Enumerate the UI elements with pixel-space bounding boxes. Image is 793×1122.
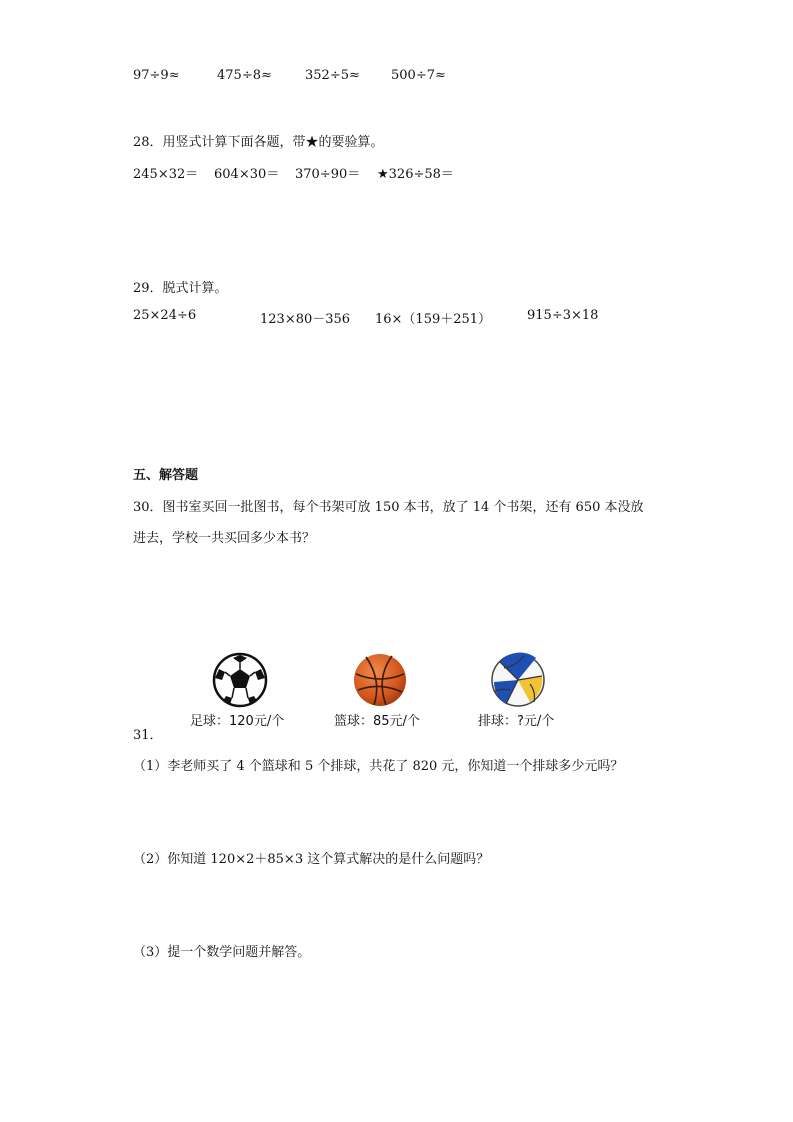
estimate-problem: 97÷9≈ — [133, 68, 180, 83]
stepwise-calc-problem: 16×（159＋251） — [375, 312, 492, 327]
vertical-calc-problem: 370÷90＝ — [295, 167, 361, 182]
question-31-number: 31． — [133, 728, 163, 743]
stepwise-calc-problem: 25×24÷6 — [133, 308, 197, 323]
estimate-problem: 352÷5≈ — [305, 68, 360, 83]
stepwise-calc-problem: 915÷3×18 — [527, 308, 599, 323]
question-29-title: 29．脱式计算。 — [133, 281, 228, 296]
question-28-title: 28．用竖式计算下面各题，带★的要验算。 — [133, 135, 384, 150]
vertical-calc-problem: ★326÷58＝ — [377, 167, 454, 182]
estimate-problem: 475÷8≈ — [217, 68, 272, 83]
volleyball-price: 排球：?元/个 — [478, 714, 555, 729]
section-heading: 五、解答题 — [133, 468, 199, 483]
soccer-ball-price: 足球：120元/个 — [190, 714, 285, 729]
vertical-calc-problem: 604×30＝ — [214, 167, 280, 182]
estimate-problem: 500÷7≈ — [391, 68, 446, 83]
volleyball-icon — [490, 652, 546, 708]
question-31-sub2: （2）你知道 120×2＋85×3 这个算式解决的是什么问题吗？ — [133, 852, 490, 867]
soccer-ball-icon — [212, 652, 268, 708]
question-30-line1: 30．图书室买回一批图书，每个书架可放 150 本书，放了 14 个书架，还有 650 本没放 — [133, 500, 644, 515]
question-31-sub3: （3）提一个数学问题并解答。 — [133, 945, 311, 960]
basketball-price: 篮球：85元/个 — [334, 714, 420, 729]
vertical-calc-problem: 245×32＝ — [133, 167, 199, 182]
basketball-icon — [352, 652, 408, 708]
stepwise-calc-problem: 123×80－356 — [260, 312, 351, 327]
question-30-line2: 进去，学校一共买回多少本书？ — [133, 531, 316, 546]
question-31-sub1: （1）李老师买了 4 个篮球和 5 个排球，共花了 820 元，你知道一个排球多少元吗？ — [133, 759, 624, 774]
